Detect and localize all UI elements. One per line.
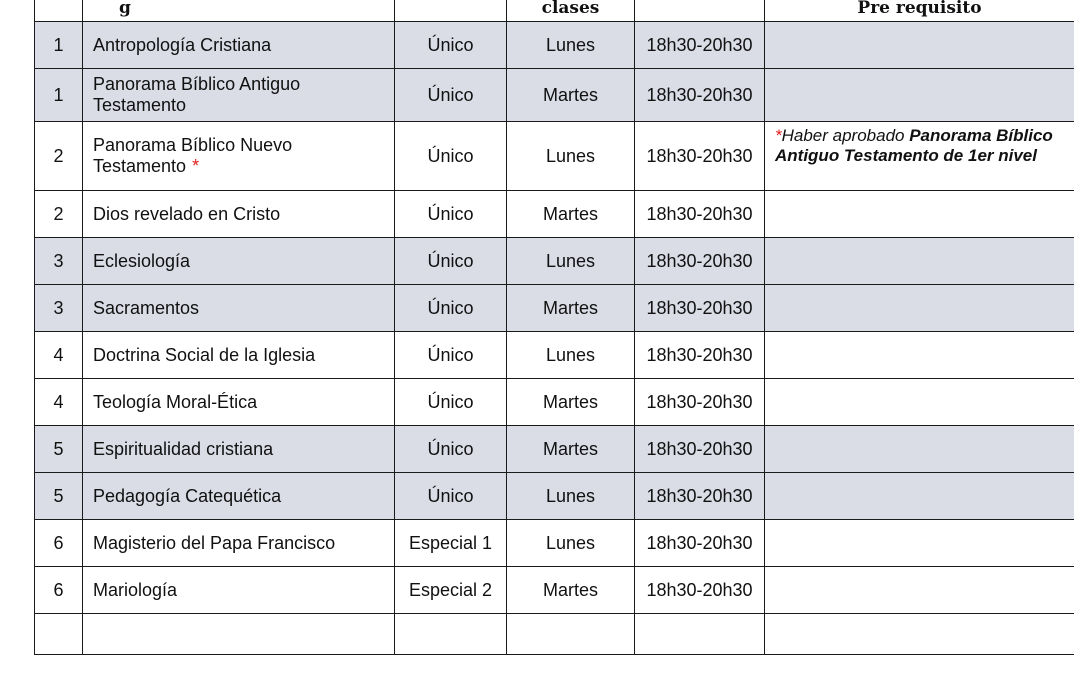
subject-text: Mariología — [93, 579, 178, 600]
prerequisite-text: Haber aprobado — [781, 126, 910, 145]
day-cell: Martes — [507, 285, 635, 332]
subject-text: Teología Moral-Ética — [93, 391, 258, 412]
empty-cell — [395, 614, 507, 655]
header-cell-group — [395, 0, 507, 22]
prerequisite-cell — [765, 567, 1075, 614]
day-cell: Martes — [507, 69, 635, 122]
table-row — [35, 122, 1075, 191]
group-cell: Único — [395, 238, 507, 285]
subject-cell — [83, 122, 395, 191]
prerequisite-cell — [765, 426, 1075, 473]
schedule-page — [34, 0, 1074, 675]
group-cell: Único — [395, 379, 507, 426]
day-cell: Lunes — [507, 332, 635, 379]
day-cell: Martes — [507, 426, 635, 473]
group-cell: Especial 1 — [395, 520, 507, 567]
time-cell: 18h30-20h30 — [635, 379, 765, 426]
subject-text: Panorama Bíblico Antiguo Testamento — [93, 74, 301, 115]
time-cell: 18h30-20h30 — [635, 520, 765, 567]
level-cell: 3 — [35, 285, 83, 332]
header-cell-day: clases — [507, 0, 635, 22]
prerequisite-asterisk: * — [192, 156, 200, 176]
time-cell: 18h30-20h30 — [635, 332, 765, 379]
prerequisite-cell — [765, 473, 1075, 520]
subject-text: Espiritualidad cristiana — [93, 438, 274, 459]
time-cell: 18h30-20h30 — [635, 473, 765, 520]
time-cell: 18h30-20h30 — [635, 191, 765, 238]
group-cell: Único — [395, 22, 507, 69]
day-cell: Lunes — [507, 520, 635, 567]
time-cell: 18h30-20h30 — [635, 69, 765, 122]
prerequisite-asterisk: * — [775, 126, 782, 145]
level-cell: 6 — [35, 520, 83, 567]
level-cell: 4 — [35, 379, 83, 426]
time-cell: 18h30-20h30 — [635, 426, 765, 473]
level-cell: 5 — [35, 426, 83, 473]
time-cell: 18h30-20h30 — [635, 22, 765, 69]
subject-text: Doctrina Social de la Iglesia — [93, 344, 316, 365]
table-row — [35, 22, 1075, 69]
subject-cell — [83, 22, 395, 69]
subject-cell — [83, 379, 395, 426]
group-cell: Único — [395, 191, 507, 238]
subject-cell — [83, 567, 395, 614]
subject-text: Antropología Cristiana — [93, 34, 272, 55]
subject-cell — [83, 520, 395, 567]
subject-cell — [83, 332, 395, 379]
subject-cell — [83, 426, 395, 473]
table-row-empty — [35, 614, 1075, 655]
empty-cell — [83, 614, 395, 655]
subject-text: Eclesiología — [93, 250, 191, 271]
subject-text: Panorama Bíblico Nuevo Testamento — [93, 135, 293, 176]
course-schedule-table — [34, 0, 1074, 655]
prerequisite-cell — [765, 122, 1075, 191]
prerequisite-cell — [765, 69, 1075, 122]
group-cell: Único — [395, 426, 507, 473]
level-cell: 1 — [35, 69, 83, 122]
level-cell: 4 — [35, 332, 83, 379]
header-cell-prerequisite: Pre requisito — [765, 0, 1075, 22]
table-row — [35, 332, 1075, 379]
group-cell: Único — [395, 473, 507, 520]
table-header-row — [35, 0, 1075, 22]
time-cell: 18h30-20h30 — [635, 285, 765, 332]
empty-cell — [507, 614, 635, 655]
table-row — [35, 238, 1075, 285]
table-row — [35, 473, 1075, 520]
time-cell: 18h30-20h30 — [635, 122, 765, 191]
table-row — [35, 520, 1075, 567]
table-row — [35, 69, 1075, 122]
subject-text: Dios revelado en Cristo — [93, 203, 281, 224]
subject-cell — [83, 473, 395, 520]
subject-cell — [83, 238, 395, 285]
subject-text: Pedagogía Catequética — [93, 485, 282, 506]
prerequisite-course: Panorama Bíblico Antiguo Testamento de 1er nivel — [775, 126, 1053, 165]
header-cell-level — [35, 0, 83, 22]
prerequisite-cell — [765, 285, 1075, 332]
level-cell: 5 — [35, 473, 83, 520]
day-cell: Lunes — [507, 473, 635, 520]
subject-cell — [83, 285, 395, 332]
day-cell: Martes — [507, 567, 635, 614]
subject-text: Sacramentos — [93, 297, 200, 318]
level-cell: 6 — [35, 567, 83, 614]
empty-cell — [35, 614, 83, 655]
table-row — [35, 191, 1075, 238]
group-cell: Único — [395, 122, 507, 191]
time-cell: 18h30-20h30 — [635, 567, 765, 614]
header-cell-subject: g — [83, 0, 395, 22]
level-cell: 3 — [35, 238, 83, 285]
group-cell: Único — [395, 285, 507, 332]
table-row — [35, 379, 1075, 426]
level-cell: 2 — [35, 122, 83, 191]
day-cell: Martes — [507, 379, 635, 426]
day-cell: Martes — [507, 191, 635, 238]
day-cell: Lunes — [507, 22, 635, 69]
empty-cell — [765, 614, 1075, 655]
group-cell: Especial 2 — [395, 567, 507, 614]
level-cell: 1 — [35, 22, 83, 69]
subject-cell — [83, 69, 395, 122]
day-cell: Lunes — [507, 122, 635, 191]
subject-cell — [83, 191, 395, 238]
prerequisite-cell — [765, 332, 1075, 379]
table-row — [35, 567, 1075, 614]
group-cell: Único — [395, 332, 507, 379]
prerequisite-cell — [765, 379, 1075, 426]
table-row — [35, 426, 1075, 473]
prerequisite-cell — [765, 520, 1075, 567]
prerequisite-cell — [765, 191, 1075, 238]
table-row — [35, 285, 1075, 332]
group-cell: Único — [395, 69, 507, 122]
empty-cell — [635, 614, 765, 655]
level-cell: 2 — [35, 191, 83, 238]
prerequisite-cell — [765, 238, 1075, 285]
time-cell: 18h30-20h30 — [635, 238, 765, 285]
subject-text: Magisterio del Papa Francisco — [93, 532, 336, 553]
day-cell: Lunes — [507, 238, 635, 285]
header-cell-time — [635, 0, 765, 22]
prerequisite-cell — [765, 22, 1075, 69]
